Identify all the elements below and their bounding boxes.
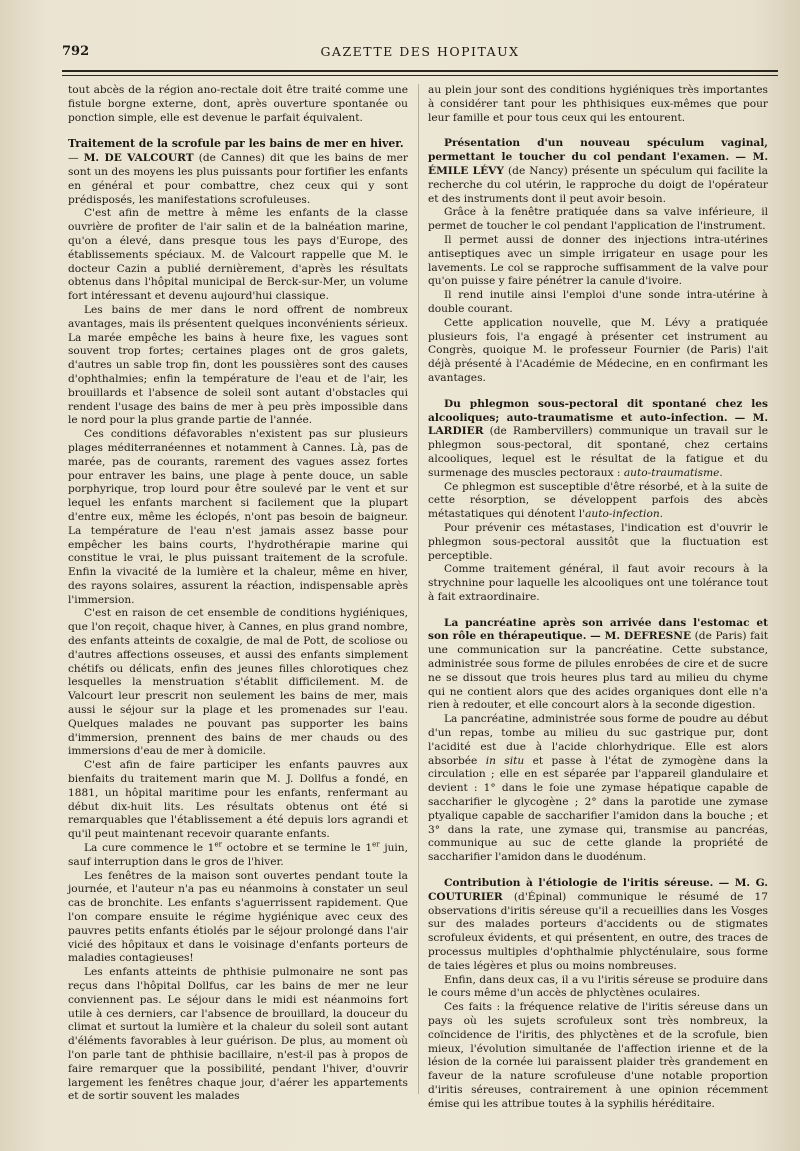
left-column xyxy=(68,84,408,1104)
paragraph: Ces faits : la fréquence relative de l'iritis séreuse dans un pays où les sujets scrofuleux sont très nombreux, la coïncidence de l'iritis, des phlyctènes et de la scrofule, bien mieux, l'évolution simultanée de l'affection irienne et de la lésion de la cornée lui paraissent plaider très grandement en faveur de la nature scrofuleuse d'une notable proportion d'iritis séreuses, contrairement à une opinion récemment émise qui les attribue toutes à la syphilis héréditaire. xyxy=(428,1001,768,1110)
paragraph: C'est afin de mettre à même les enfants de la classe ouvrière de profiter de l'air salin et de la balnéation marine, qu'on a élevé, dans presque tous les pays d'Europe, des établissements spéciaux. M. de Valcourt rappelle que M. le docteur Cazin a publié dernièrement, d'après les résultats obtenus dans l'hôpital municipal de Berck-sur-Mer, un volume fort intéressant et devenu aujourd'hui classique. xyxy=(68,207,408,303)
superscript: er xyxy=(214,840,222,849)
page-header xyxy=(62,44,778,64)
section-title: Traitement de la scrofule par les bains de mer en hiver. xyxy=(68,137,404,151)
header-rule-thick xyxy=(62,70,778,72)
text-run: octobre et se termine le 1 xyxy=(221,842,373,855)
section-title: Du phlegmon sous-pectoral dit spontané chez les alcooliques; auto-traumatisme et auto-infection. xyxy=(428,397,768,424)
author-name: M. DE VALCOURT xyxy=(83,152,194,165)
paragraph: Pour prévenir ces métastases, l'indication est d'ouvrir le phlegmon sous-pectoral aussitôt que la fluctuation est perceptible. xyxy=(428,521,768,562)
author-name: — M. DEFRESNE xyxy=(590,630,692,643)
italic-term: in situ xyxy=(485,754,525,767)
text-run: et passe à l'état de zymogène dans la circulation ; elle en est séparée par l'appareil glandulaire et devient : 1° dans le foie une zymase hépatique capable de saccharifier le glycogène ; 2° dans la parotide une zymase ptyalique capable de saccharifier l'amidon dans la bouche ; et 3° dans la rate, une zymase qui, transmise au pancréas, communique au suc de cette glande la propriété de saccharifier l'amidon dans le duodénum. xyxy=(428,754,769,864)
column-separator xyxy=(418,84,419,1094)
paragraph: au plein jour sont des conditions hygiéniques très importantes à considérer tant pour les phthisiques eux-mêmes que pour leur famille et pour tous ceux qui les entourent. xyxy=(428,84,768,124)
paragraph xyxy=(428,481,768,522)
right-column xyxy=(428,84,768,1112)
header-rule-thin xyxy=(62,75,778,76)
section-title: Présentation d'un nouveau spéculum vaginal, permettant le toucher du col pendant l'examen. xyxy=(428,137,768,164)
paragraph: Grâce à la fenêtre pratiquée dans sa valve inférieure, il permet de toucher le col pendant l'application de l'instrument. xyxy=(428,206,768,233)
paragraph: Les enfants atteints de phthisie pulmonaire ne sont pas reçus dans l'hôpital Dollfus, car les bains de mer ne leur conviennent pas. Le séjour dans le midi est néanmoins fort utile à ces derniers, car l'absence de brouillard, la douceur du climat et surtout la lumière et la chaleur du soleil sont autant d'éléments favorables à leur guérison. De plus, au moment où l'on parle tant de phthisie bacillaire, n'est-il pas à propos de faire remarquer que la possibilité, pendant l'hiver, d'ouvrir largement les fenêtres chaque jour, d'aérer les appartements et de sortir souvent les malades xyxy=(68,966,408,1103)
paragraph: Cette application nouvelle, que M. Lévy a pratiquée plusieurs fois, l'a engagé à présenter cet instrument au Congrès, quoique M. le professeur Fournier (de Paris) l'ait déjà présenté à l'Académie de Médecine, en en confirmant les avantages. xyxy=(428,316,768,384)
paragraph: Les bains de mer dans le nord offrent de nombreux avantages, mais ils présentent quelques inconvénients sérieux. La marée empêche les bains à heure fixe, les vagues sont souvent trop fortes; certaines plages ont de gros galets, d'autres un sable trop fin, dont les poussières sont des causes d'ophthalmies; enfin la température de l'eau et de l'air, les brouillards et l'absence de soleil sont autant d'obstacles qui rendent l'usage des bains de mer à peu près impossible dans le nord pour la plus grande partie de l'année. xyxy=(68,303,408,427)
paragraph: tout abcès de la région ano-rectale doit être traité comme une fistule borgne externe, dont, après ouverture spontanée ou ponction simple, elle est devenue le parfait équivalent. xyxy=(68,84,408,124)
page-number: 792 xyxy=(62,44,90,59)
section-title: La pancréatine après son arrivée dans l'estomac et son rôle en thérapeutique. xyxy=(428,616,768,643)
superscript: er xyxy=(372,840,380,849)
section-intro: — M. DE VALCOURT (de Cannes) dit que les bains de mer sont un des moyens les plus puissants pour fortifier les enfants en général et pour combattre, chez ceux qui y sont prédisposés, les manifestations scrofuleuses. xyxy=(68,152,408,206)
running-title: GAZETTE DES HOPITAUX xyxy=(320,44,520,59)
section-pancreatine xyxy=(428,617,768,714)
intro-text: (de Rambervillers) communique un travail sur le phlegmon sous-pectoral, dit spontané, chez certains alcooliques, lequel est le résultat de la fatigue et du surmenage des muscles pectoraux : xyxy=(428,425,768,479)
paragraph xyxy=(68,842,408,870)
italic-term: auto-infection. xyxy=(585,508,664,521)
text-run: juin, sauf interruption dans le gros de l'hiver. xyxy=(68,842,409,868)
author-name: — M. LARDIER xyxy=(428,411,769,438)
author-name: — M. G. COUTURIER xyxy=(428,877,768,903)
paragraph: Enfin, dans deux cas, il a vu l'iritis séreuse se produire dans le cours même d'un accès de phlyctènes oculaires. xyxy=(428,973,768,1000)
author-name: — M. ÉMILE LÉVY xyxy=(428,151,769,177)
paragraph: Ces conditions défavorables n'existent pas sur plusieurs plages méditerranéennes et notamment à Cannes. Là, pas de marée, pas de courants, rarement des vagues assez fortes pour entraver les bains, une plage à pente douce, un sable porphyrique, trop lourd pour être soulevé par le vent et sur lequel les enfants marchent si facilement que la plupart d'entre eux, même les éclopés, n'ont pas besoin de baigneur. La température de l'eau n'est jamais assez basse pour empêcher les bains courts, l'hydrothérapie marine qui constitue le vrai, le plus puissant traitement de la scrofule. Enfin la vivacité de la lumière et la chaleur, même en hiver, des rayons solaires, assurent la réaction, indispensable après l'immersion. xyxy=(68,428,408,606)
paragraph: Comme traitement général, il faut avoir recours à la strychnine pour laquelle les alcooliques ont une tolérance tout à fait extraordinaire. xyxy=(428,563,768,603)
text-run: La cure commence le 1 xyxy=(84,842,215,855)
paragraph: C'est en raison de cet ensemble de conditions hygiéniques, que l'on reçoit, chaque hiver, à Cannes, en plus grand nombre, des enfants atteints de coxalgie, de mal de Pott, de scoliose ou d'autres affections osseuses, et aussi des enfants simplement chétifs ou délicats, enfin des jeunes filles chlorotiques chez lesquelles la menstruation s'établit difficilement. M. de Valcourt leur prescrit non seulement les bains de mer, mais aussi le séjour sur la plage et les promenades sur l'eau. Quelques malades ne pouvant pas supporter les bains d'immersion, prennent des bains de mer chauds ou des immersions d'eau de mer à domicile. xyxy=(68,607,408,758)
intro-text: (de Paris) fait une communication sur la pancréatine. Cette substance, administrée sous forme de pilules enrobées de cire et de sucre ne se dissout que trois heures plus tard au milieu du chyme qui ne contient alors que des acides organiques dont elle n'a rien à redouter, et elle concourt alors à la seconde digestion. xyxy=(428,630,768,712)
paragraph: C'est afin de faire participer les enfants pauvres aux bienfaits du traitement marin que M. J. Dollfus a fondé, en 1881, un hôpital maritime pour les enfants, renfermant au début dix-huit lits. Les résultats obtenus ont été si remarquables que l'établissement a été depuis lors agrandi et qu'il peut maintenant recevoir quarante enfants. xyxy=(68,759,408,841)
text-run: La pancréatine, administrée sous forme de poudre au début d'un repas, tombe au milieu du suc gastrique pur, dont l'acidité est due à l'acide chlorhydrique. Elle est alors absorbée xyxy=(428,713,768,767)
intro-text: (de Cannes) dit que les bains de mer sont un des moyens les plus puissants pour fortifier les enfants en général et pour combattre, chez ceux qui y sont prédisposés, les manifestations scrofuleuses. xyxy=(68,152,408,206)
intro-text: (de Nancy) présente un spéculum qui facilite la recherche du col utérin, le rapproche du doigt de l'opérateur et des instruments dont il peut avoir besoin. xyxy=(428,164,768,205)
section-phlegmon xyxy=(428,398,768,481)
paragraph xyxy=(428,713,768,865)
paragraph: Les fenêtres de la maison sont ouvertes pendant toute la journée, et l'auteur n'a pas eu néanmoins à constater un seul cas de bronchite. Les enfants s'aguerrissent rapidement. Que l'on compare ensuite le régime hygiénique avec ceux des pauvres petits enfants étiolés par le séjour prolongé dans l'air vicié des hôpitaux et dans le voisinage d'enfants porteurs de maladies contagieuses! xyxy=(68,869,408,965)
section-iritis xyxy=(428,877,768,974)
section-speculum xyxy=(428,137,768,206)
intro-text: (d'Épinal) communique le résumé de 17 observations d'iritis séreuse qu'il a recueillies dans les Vosges sur des malades porteurs d'accidents ou de stigmates scrofuleux évidents, et qui présentent, en outre, des traces de processus multiples d'ophthalmie phlycténulaire, sous forme de taies légères et plus ou moins nombreuses. xyxy=(428,890,768,972)
italic-term: auto-traumatisme. xyxy=(623,466,723,479)
text-run: Ce phlegmon est susceptible d'être résorbé, et à la suite de cette résorption, se développent parfois des abcès métastatiques qui dénotent l' xyxy=(428,480,768,521)
paragraph: Il permet aussi de donner des injections intra-utérines antiseptiques avec un simple irrigateur en usage pour les lavements. Le col se rapproche suffisamment de la valve pour qu'on puisse y faire pénétrer la canule d'ivoire. xyxy=(428,233,768,288)
paragraph: Il rend inutile ainsi l'emploi d'une sonde intra-utérine à double courant. xyxy=(428,289,768,315)
section-title: Contribution à l'étiologie de l'iritis séreuse. xyxy=(444,877,714,890)
